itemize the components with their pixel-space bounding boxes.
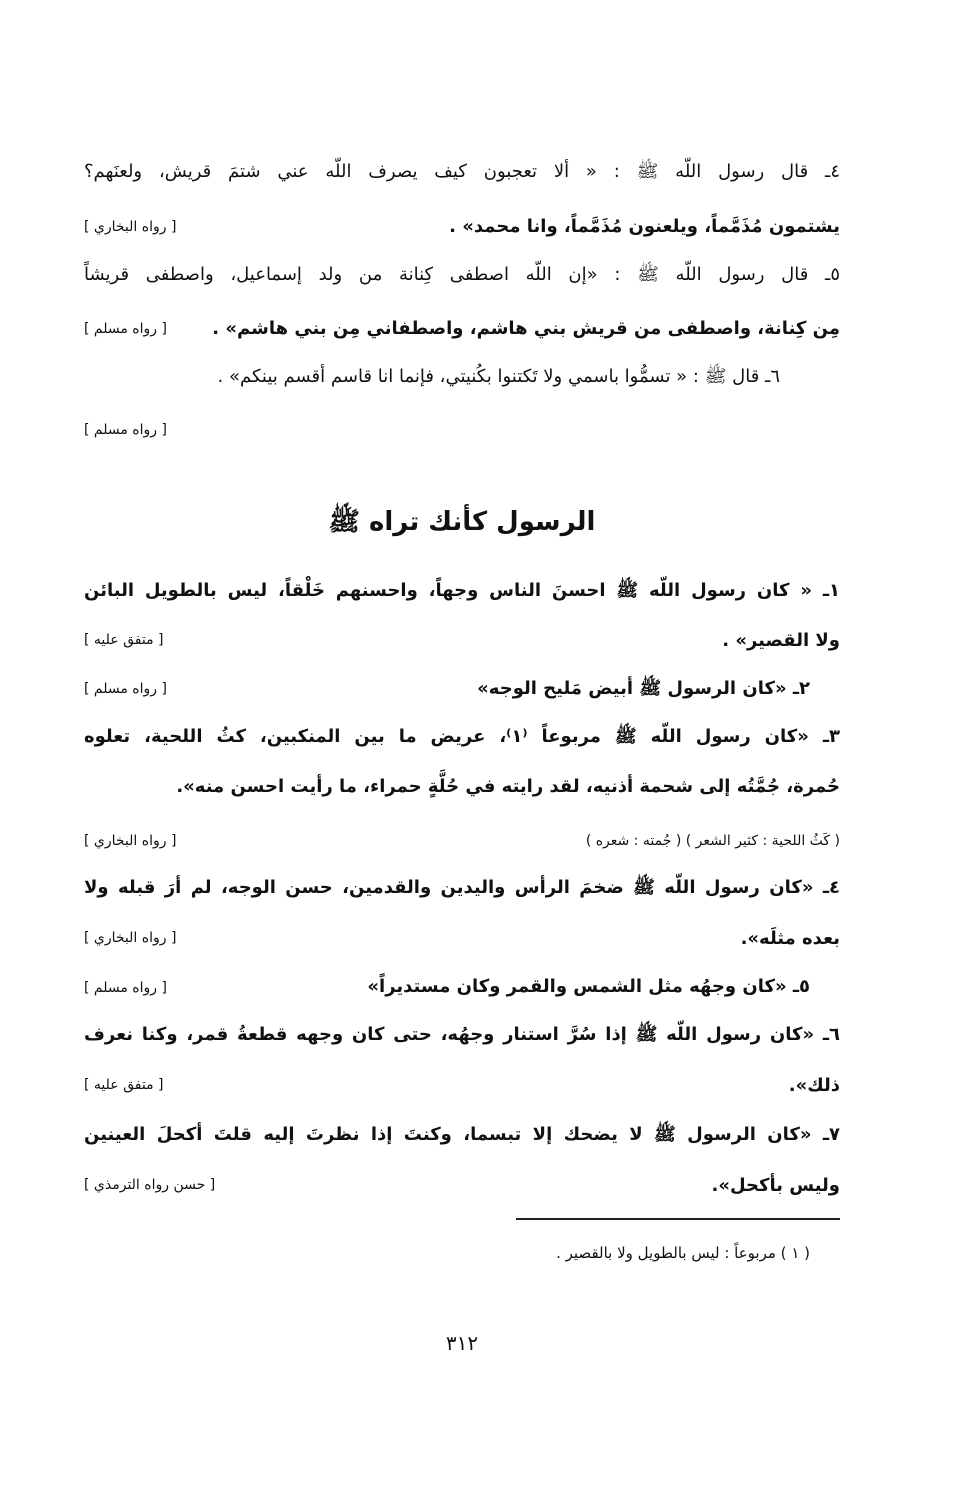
item-1-line-1: ١ـ « كان رسول اللّه ﷺ احسنَ الناس وجهاً، واحسنهم خَلْقاً، ليس بالطويل البائن	[84, 580, 840, 601]
item-6-line-1: ٦ـ «كان رسول اللّه ﷺ إذا سُرَّ استنار وجهُه، حتى كان وجهه قطعةُ قمر، وكنا نعرف	[84, 1024, 840, 1045]
footnote: ( ١ ) مربوعاً : ليس بالطويل ولا بالقصير .	[556, 1244, 810, 1262]
hadith-4-line-1: ٤ـ قال رسول اللّه ﷺ : « ألا تعجبون كيف يصرف اللّه عني شتمَ قريش، ولعنَهم؟	[84, 161, 840, 182]
item-7-line-2: وليس بأكحل».	[711, 1175, 840, 1196]
item-3-line-1: ٣ـ «كان رسول اللّه ﷺ مربوعاً ⁽١⁾، عريض ما بين المنكبين، كثُ اللحية، تعلوه	[84, 726, 841, 747]
hadith-5-line-2: مِن كِنانة، واصطفى من قريش بني هاشم، واصطفاني مِن بني هاشم» .	[212, 318, 840, 339]
item-5-source: [ رواه مسلم ]	[84, 980, 167, 996]
item-5-line-1: ٥ـ «كان وجهُه مثل الشمس والقمر وكان مستديراً»	[367, 976, 810, 997]
hadith-4-line-2: يشتمون مُذَمَّماً، ويلعنون مُذَمَّماً، وانا محمد» .	[449, 216, 840, 237]
book-page	[84, 0, 840, 1489]
item-1-source: [ متفق عليه ]	[84, 632, 164, 648]
item-7-source: [ حسن رواه الترمذي ]	[84, 1177, 216, 1193]
hadith-5-line-1: ٥ـ قال رسول اللّه ﷺ : «إن اللّه اصطفى كِنانة من ولد إسماعيل، واصطفى قريشاً	[84, 264, 840, 285]
item-4-line-1: ٤ـ «كان رسول اللّه ﷺ ضخمَ الرأس واليدين والقدمين، حسن الوجه، لم أرَ قبله ولا	[84, 877, 840, 898]
item-4-source: [ رواه البخاري ]	[84, 930, 177, 946]
hadith-4-source: [ رواه البخاري ]	[84, 219, 177, 235]
item-1-line-2: ولا القصير» .	[722, 630, 840, 651]
item-7-line-1: ٧ـ «كان الرسول ﷺ لا يضحك إلا تبسما، وكنتَ إذا نظرتَ إليه قلتَ أكحلَ العينين	[84, 1124, 840, 1145]
item-4-line-2: بعده مثلَه».	[740, 928, 840, 949]
item-3-note: ( كَثُ اللحية : كثير الشعر ) ( جُمته : شعره )	[585, 833, 840, 849]
item-6-line-2: ذلك».	[788, 1075, 840, 1096]
item-6-source: [ متفق عليه ]	[84, 1077, 164, 1093]
section-title: الرسول كأنك تراه ﷺ	[328, 507, 596, 537]
page-number: ٣١٢	[445, 1331, 479, 1355]
item-2-line-1: ٢ـ «كان الرسول ﷺ أبيض مَليح الوجه»	[477, 678, 810, 699]
item-3-line-2: حُمرة، جُمَّتُه إلى شحمة أذنيه، لقد رايته في حُلَّةٍ حمراء، ما رأيت احسن منه».	[176, 776, 840, 797]
item-3-source: [ رواه البخاري ]	[84, 833, 177, 849]
hadith-5-source: [ رواه مسلم ]	[84, 321, 167, 337]
hadith-6-source: [ رواه مسلم ]	[84, 422, 167, 438]
item-2-source: [ رواه مسلم ]	[84, 681, 167, 697]
hadith-6-line-1: ٦ـ قال ﷺ : « تسمُّوا باسمي ولا تَكتنوا بكُنيتي، فإنما انا قاسم أقسم بينكم» .	[217, 366, 780, 387]
footnote-rule	[516, 1218, 840, 1220]
